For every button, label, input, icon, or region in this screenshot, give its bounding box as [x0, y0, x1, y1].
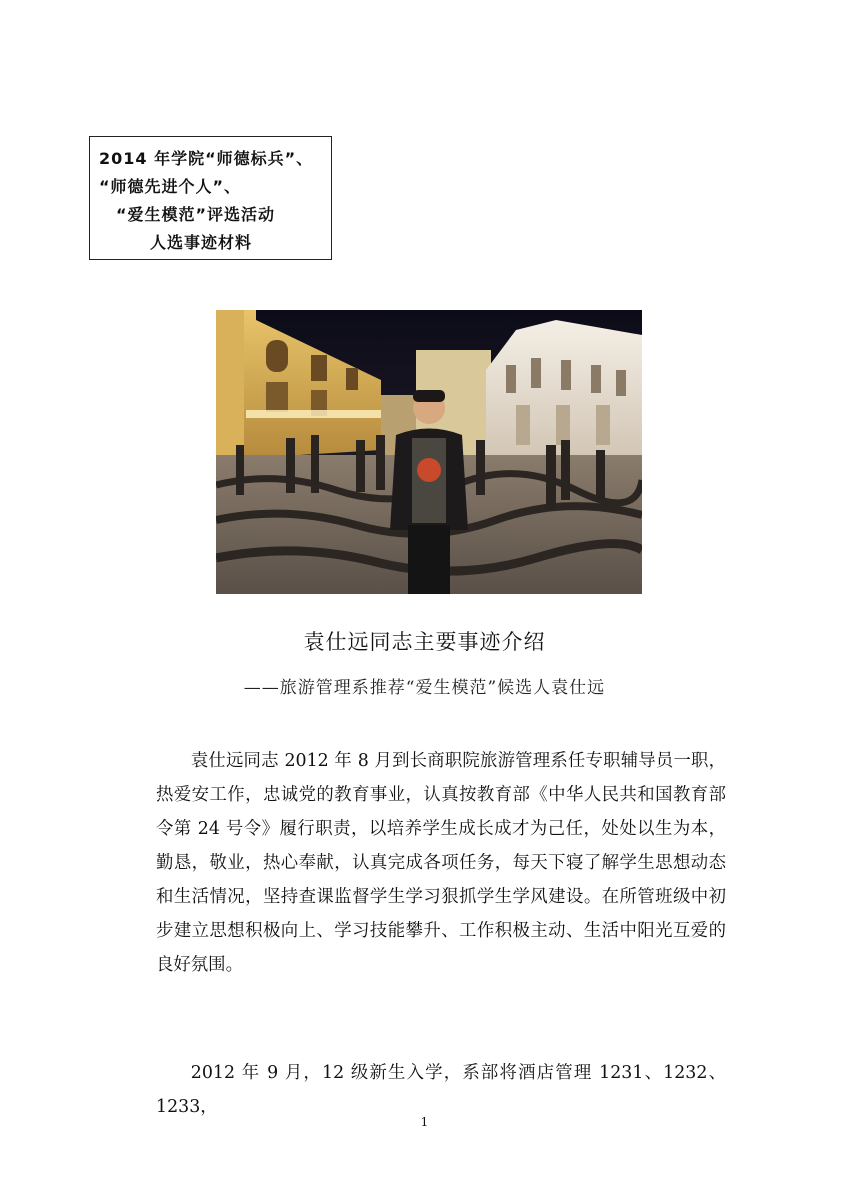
header-line-3: “爱生模范”评选活动	[116, 205, 276, 224]
header-line-4: 人选事迹材料	[150, 233, 253, 252]
header-box	[89, 136, 332, 260]
body-paragraph-1: 袁仕远同志 2012 年 8 月到长商职院旅游管理系任专职辅导员一职，热爱安工作，忠诚党的教育事业，认真按教育部《中华人民共和国教育部令第 24 号令》履行职责，以培养学生成长成才为己任，处处以生为本，勤恳，敬业，热心奉献，认真完成各项任务，每天下寝了解学生思想动态和生活情况，坚持查课监督学生学习狠抓学生学风建设。在所管班级中初步建立思想积极向上、学习技能攀升、工作积极主动、生活中阳光互爱的良好氛围。	[156, 751, 726, 975]
header-line-1: 2014 年学院“师德标兵”、	[99, 149, 314, 168]
body-paragraph-2: 2012 年 9 月，12 级新生入学，系部将酒店管理 1231、1232、1233，	[156, 1063, 726, 1117]
header-line-2: “师德先进个人”、	[99, 177, 242, 196]
portrait-photo	[216, 310, 642, 594]
page-number: 1	[420, 1115, 429, 1129]
page-subtitle: ——旅游管理系推荐“爱生模范”候选人袁仕远	[243, 678, 606, 698]
page-title: 袁仕远同志主要事迹介绍	[303, 630, 546, 654]
